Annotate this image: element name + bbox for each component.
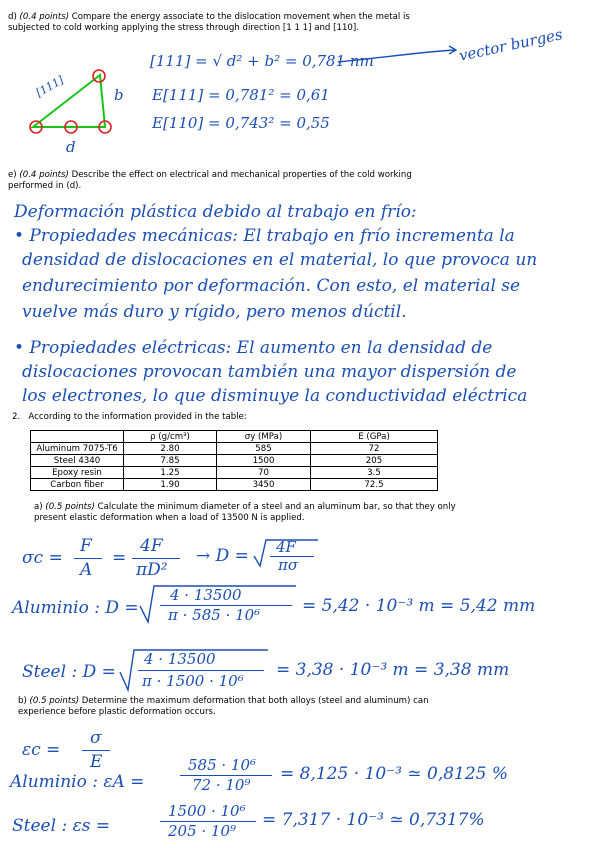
hw-b-st-label: Steel : εs =: [12, 816, 111, 836]
hw-a-den2: πσ: [278, 556, 299, 574]
table-cell: 2.80: [124, 443, 217, 455]
hw-b-st-num: 1500 · 10⁶: [168, 802, 246, 820]
hw-a-st-result: = 3,38 · 10⁻³ m = 3,38 mm: [276, 660, 510, 680]
table-header: σy (MPa): [217, 431, 311, 443]
table-cell: 1500: [217, 455, 311, 467]
hw-a-st-num: 4 · 13500: [144, 650, 216, 668]
hw-e-line5: vuelve más duro y rígido, pero menos dúctil.: [22, 302, 407, 322]
hw-b-st-den: 205 · 10⁹: [168, 822, 237, 840]
hw-e-line6: • Propiedades eléctricas: El aumento en la densidad de: [14, 338, 493, 358]
part-a-text: Calculate the minimum diameter of a steel and an aluminum bar, so that they only present elastic deformation when a load of 13500 N is applied.: [34, 502, 456, 523]
hw-e-line1: Deformación plástica debido al trabajo en frío:: [14, 202, 417, 222]
hw-b-al-label: Aluminio : εA =: [10, 772, 145, 792]
hw-d-line3: E[110] = 0,743² = 0,55: [152, 114, 330, 132]
sketch-label-b: b: [114, 86, 124, 104]
part-e-text: Describe the effect on electrical and mechanical properties of the cold working performed in (d).: [8, 170, 412, 191]
hw-a-eq: =: [112, 548, 127, 568]
hw-a-st-label: Steel : D =: [22, 662, 116, 682]
hw-e-line8: los electrones, lo que disminuye la conductividad eléctrica: [22, 386, 528, 406]
part-b-text: Determine the maximum deformation that both alloys (steel and aluminum) can experience before plastic deformation occurs.: [18, 696, 429, 717]
part-e-points: (0.4 points): [19, 170, 69, 180]
hw-e-line2: • Propiedades mecánicas: El trabajo en frío incrementa la: [14, 226, 515, 246]
hw-d-vector-note: vector burges: [457, 25, 565, 65]
q2-number: 2.: [12, 412, 21, 422]
table-cell: 3.5: [311, 467, 438, 479]
hw-d-line1: [111] = √ d² + b² = 0,781 nm: [150, 52, 374, 70]
sketch-label-direction: [111]: [33, 73, 66, 100]
part-d-points: (0.4 points): [19, 12, 70, 22]
table-cell: 70: [217, 467, 311, 479]
table-header: E (GPa): [311, 431, 438, 443]
table-cell: 72.5: [311, 479, 438, 491]
hw-a-arrow: → D =: [196, 546, 249, 566]
hw-a-al-num: 4 · 13500: [170, 586, 242, 604]
hw-a-num1: 4F: [140, 536, 163, 556]
table-cell: Steel 4340: [31, 455, 124, 467]
hw-b-E: E: [90, 752, 103, 772]
table-cell: Carbon fiber: [31, 479, 124, 491]
table-cell: 72: [311, 443, 438, 455]
part-b-question: b) (0.5 points) Determine the maximum deformation that both alloys (steel and aluminum) can experience before plastic deformation occurs.: [18, 696, 470, 718]
hw-b-sigma: σ: [90, 728, 102, 748]
hw-b-al-result: = 8,125 · 10⁻³ ≃ 0,8125 %: [280, 764, 509, 784]
sketch-label-d: d: [66, 138, 76, 156]
part-d-text: Compare the energy associate to the dislocation movement when the metal is subjected to cold working applying the stress through direction [1 1 1] and [110].: [8, 12, 410, 33]
hw-a-F: F: [80, 536, 92, 556]
q2-text: According to the information provided in the table:: [28, 412, 247, 422]
hw-e-line4: endurecimiento por deformación. Con esto, el material se: [22, 276, 521, 296]
hw-a-st-den: π · 1500 · 10⁶: [142, 672, 244, 690]
hw-e-line3: densidad de dislocaciones en el material, lo que provoca un: [22, 250, 538, 270]
hw-d-line2: E[111] = 0,781² = 0,61: [152, 86, 330, 104]
part-b-points: (0.5 points): [29, 696, 80, 706]
hw-b-al-num: 585 · 10⁶: [188, 756, 257, 774]
hw-a-al-result: = 5,42 · 10⁻³ m = 5,42 mm: [302, 596, 536, 616]
hw-b-st-result: = 7,317 · 10⁻³ ≃ 0,7317%: [262, 810, 485, 830]
table-cell: 3450: [217, 479, 311, 491]
hw-a-num2: 4F: [276, 538, 296, 556]
table-cell: Aluminum 7075-T6: [31, 443, 124, 455]
part-a-points: (0.5 points): [45, 502, 95, 512]
hw-a-al-den: π · 585 · 10⁶: [168, 606, 261, 624]
part-a-question: a) (0.5 points) Calculate the minimum diameter of a steel and an aluminum bar, so that they only present elastic deformation when a load of 13500 N is applied.: [34, 502, 484, 524]
hw-a-al-label: Aluminio : D =: [12, 598, 139, 618]
table-cell: 205: [311, 455, 438, 467]
table-cell: 1.90: [124, 479, 217, 491]
part-d-question: d) (0.4 points) Compare the energy associate to the dislocation movement when the metal is subjected to cold working applying the stress through direction [1 1 1] and [110].: [8, 12, 446, 34]
table-cell: 1.25: [124, 467, 217, 479]
hw-a-A: A: [80, 560, 93, 580]
table-header: ρ (g/cm³): [124, 431, 217, 443]
part-e-question: e) (0.4 points) Describe the effect on electrical and mechanical properties of the cold working performed in (d).: [8, 170, 452, 192]
hw-a-sigma: σc =: [22, 548, 63, 568]
table-cell: 585: [217, 443, 311, 455]
table-cell: 7.85: [124, 455, 217, 467]
hw-b-eps: εc =: [22, 740, 61, 760]
table-cell: Epoxy resin: [31, 467, 124, 479]
hw-a-den1: πD²: [136, 560, 168, 580]
hw-e-line7: dislocaciones provocan también una mayor dispersión de: [22, 362, 517, 382]
hw-b-al-den: 72 · 10⁹: [192, 776, 251, 794]
